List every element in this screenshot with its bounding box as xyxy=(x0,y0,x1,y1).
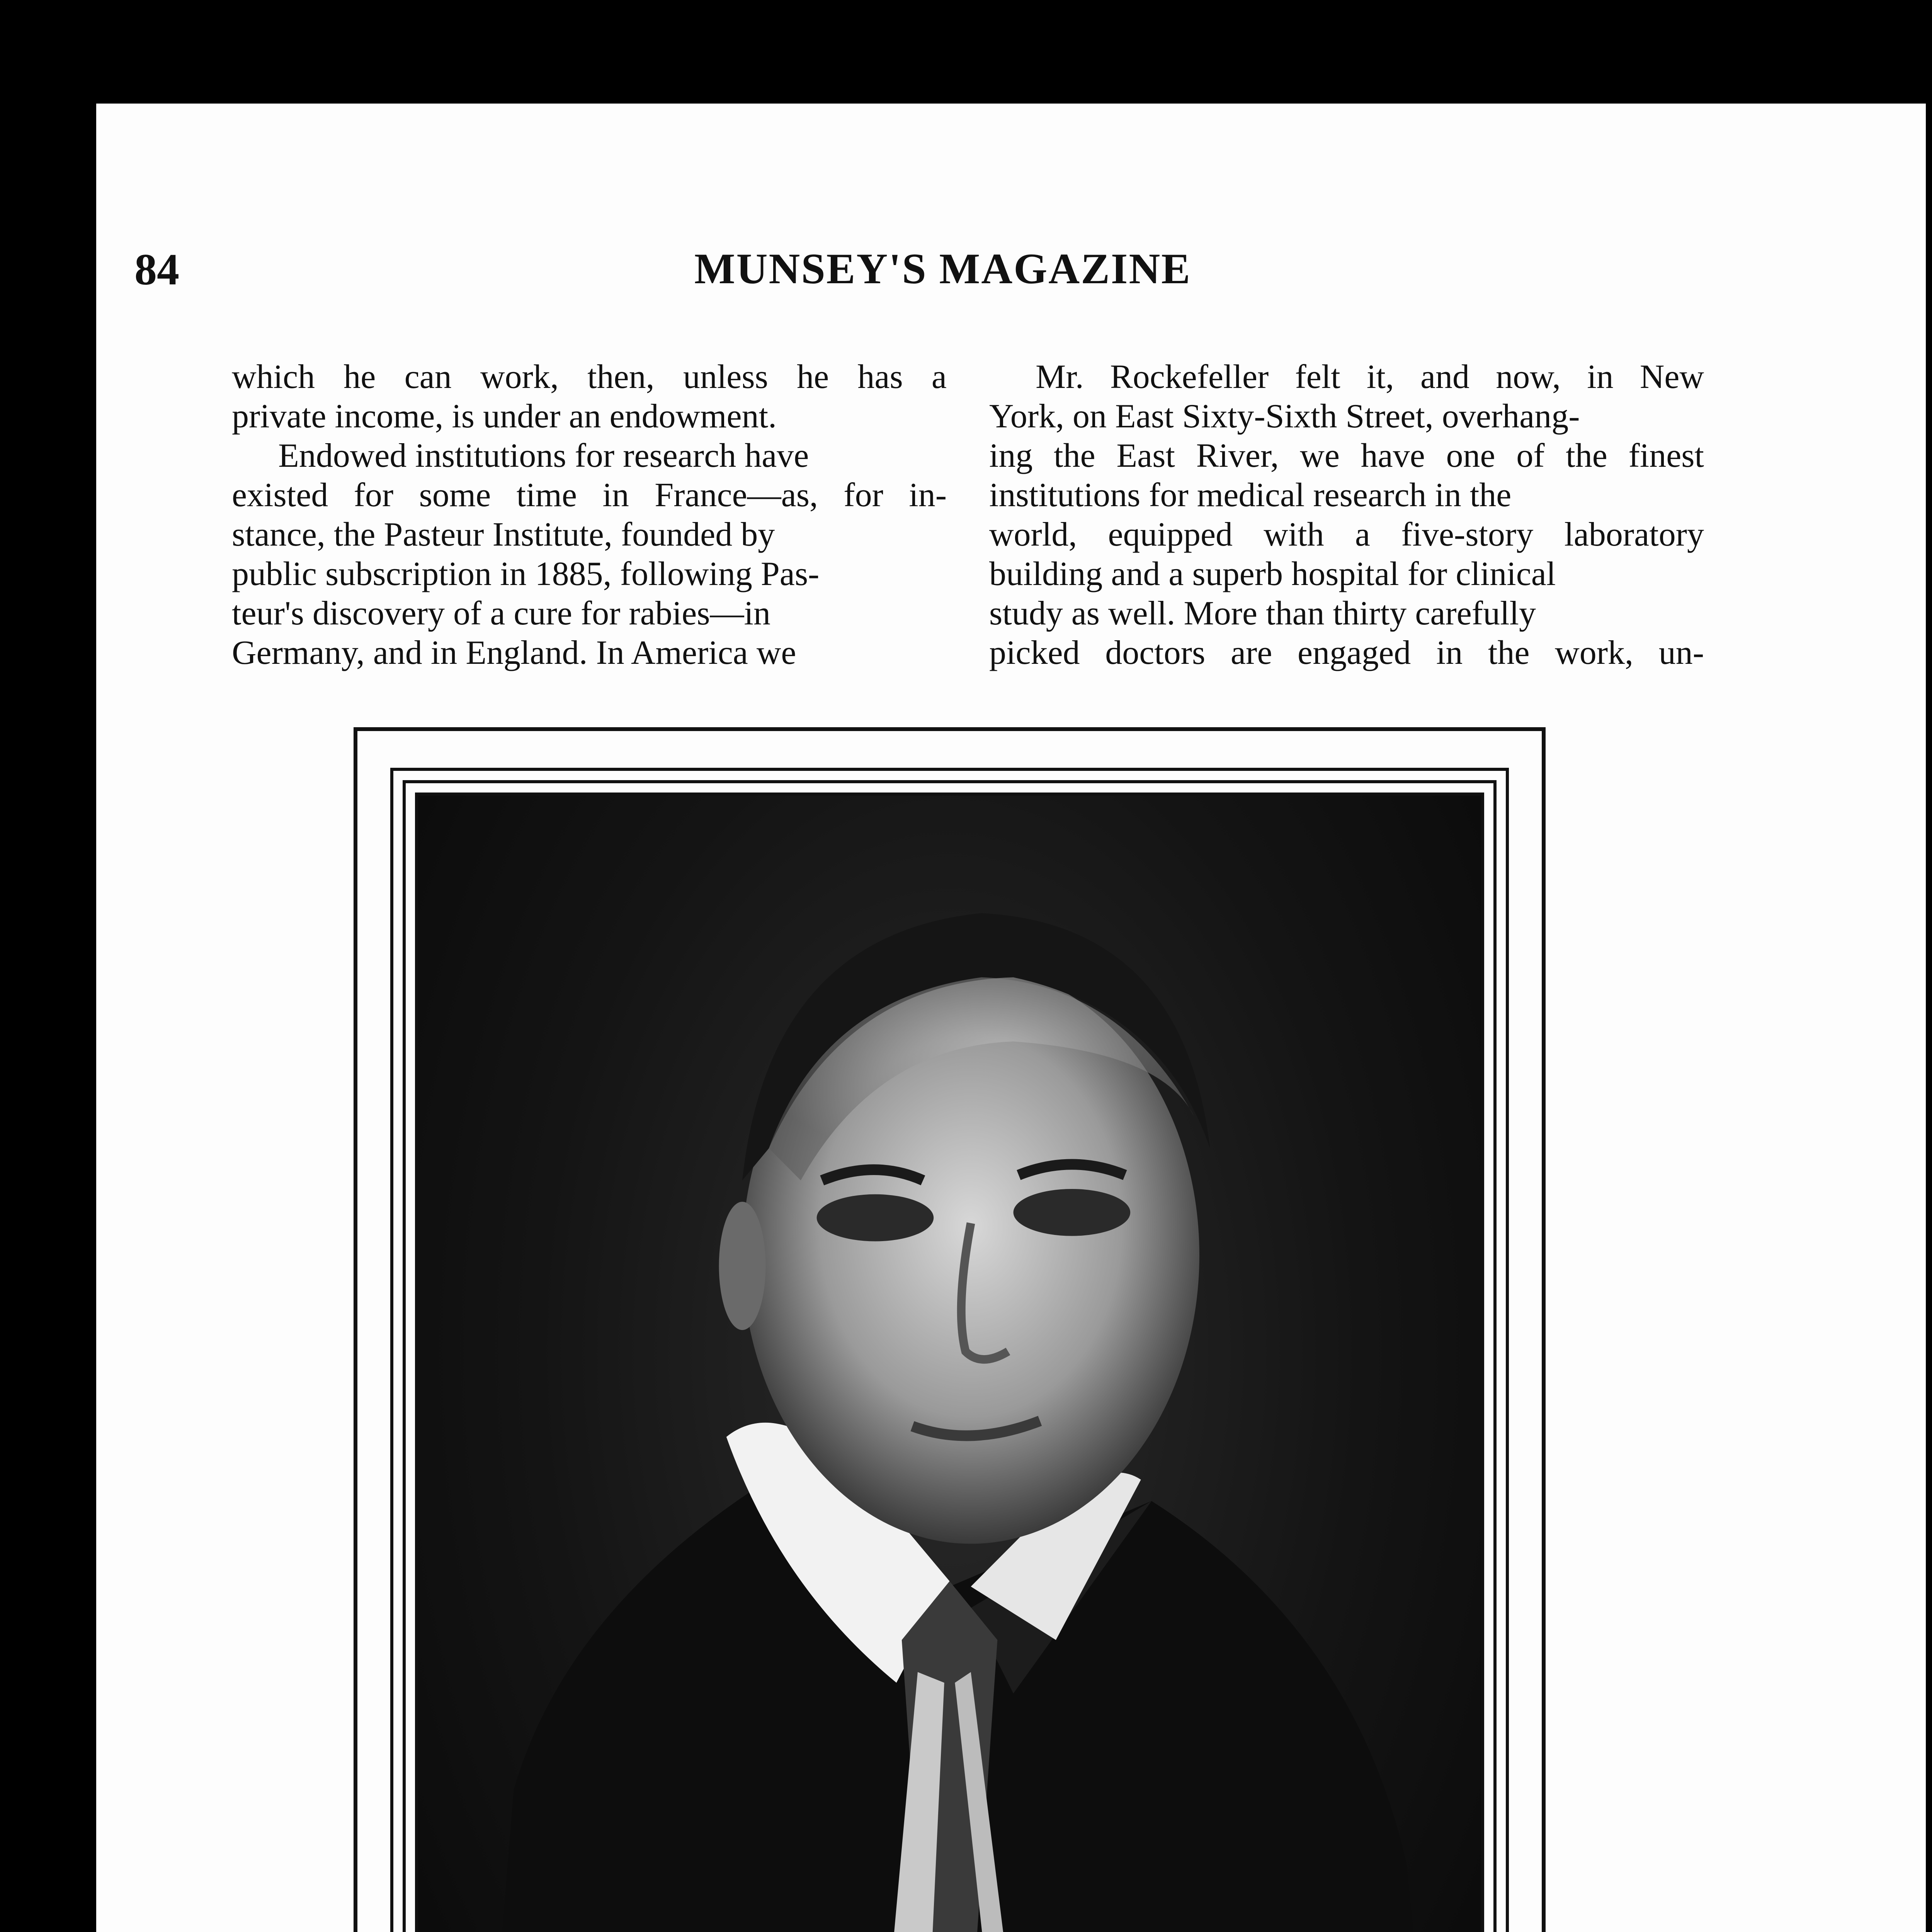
text-line: picked doctors are engaged in the work, un- xyxy=(989,634,1704,672)
text-line: York, on East Sixty-Sixth Street, overhang- xyxy=(989,398,1580,435)
column-top-right xyxy=(989,357,1704,673)
text-line: ing the East River, we have one of the finest xyxy=(989,437,1704,474)
text-line: study as well. More than thirty carefully xyxy=(989,595,1536,632)
text-line: building and a superb hospital for clinical xyxy=(989,555,1556,593)
text-line: teur's discovery of a cure for rabies—in xyxy=(232,595,770,632)
page-number: 84 xyxy=(134,245,179,294)
text-line: stance, the Pasteur Institute, founded by xyxy=(232,516,775,553)
text-line: public subscription in 1885, following Pas- xyxy=(232,555,820,593)
text-line: existed for some time in France—as, for in- xyxy=(232,476,947,514)
text-line: which he can work, then, unless he has a xyxy=(232,358,947,396)
text-line: Germany, and in England. In America we xyxy=(232,634,796,672)
text-line: Endowed institutions for research have xyxy=(278,437,809,474)
text-line: private income, is under an endowment. xyxy=(232,398,777,435)
text-line: world, equipped with a five-story laboratory xyxy=(989,516,1704,553)
frame-rule xyxy=(390,768,1509,1932)
column-top-left xyxy=(232,357,947,673)
running-head: MUNSEY'S MAGAZINE xyxy=(694,245,1192,293)
text-line: Mr. Rockefeller felt it, and now, in New xyxy=(1036,358,1704,396)
photo-frame xyxy=(354,727,1546,1932)
portrait-illustration xyxy=(418,796,1481,1932)
frame-rule xyxy=(403,780,1497,1932)
portrait-photo xyxy=(415,793,1484,1932)
text-line: institutions for medical research in the xyxy=(989,476,1512,514)
